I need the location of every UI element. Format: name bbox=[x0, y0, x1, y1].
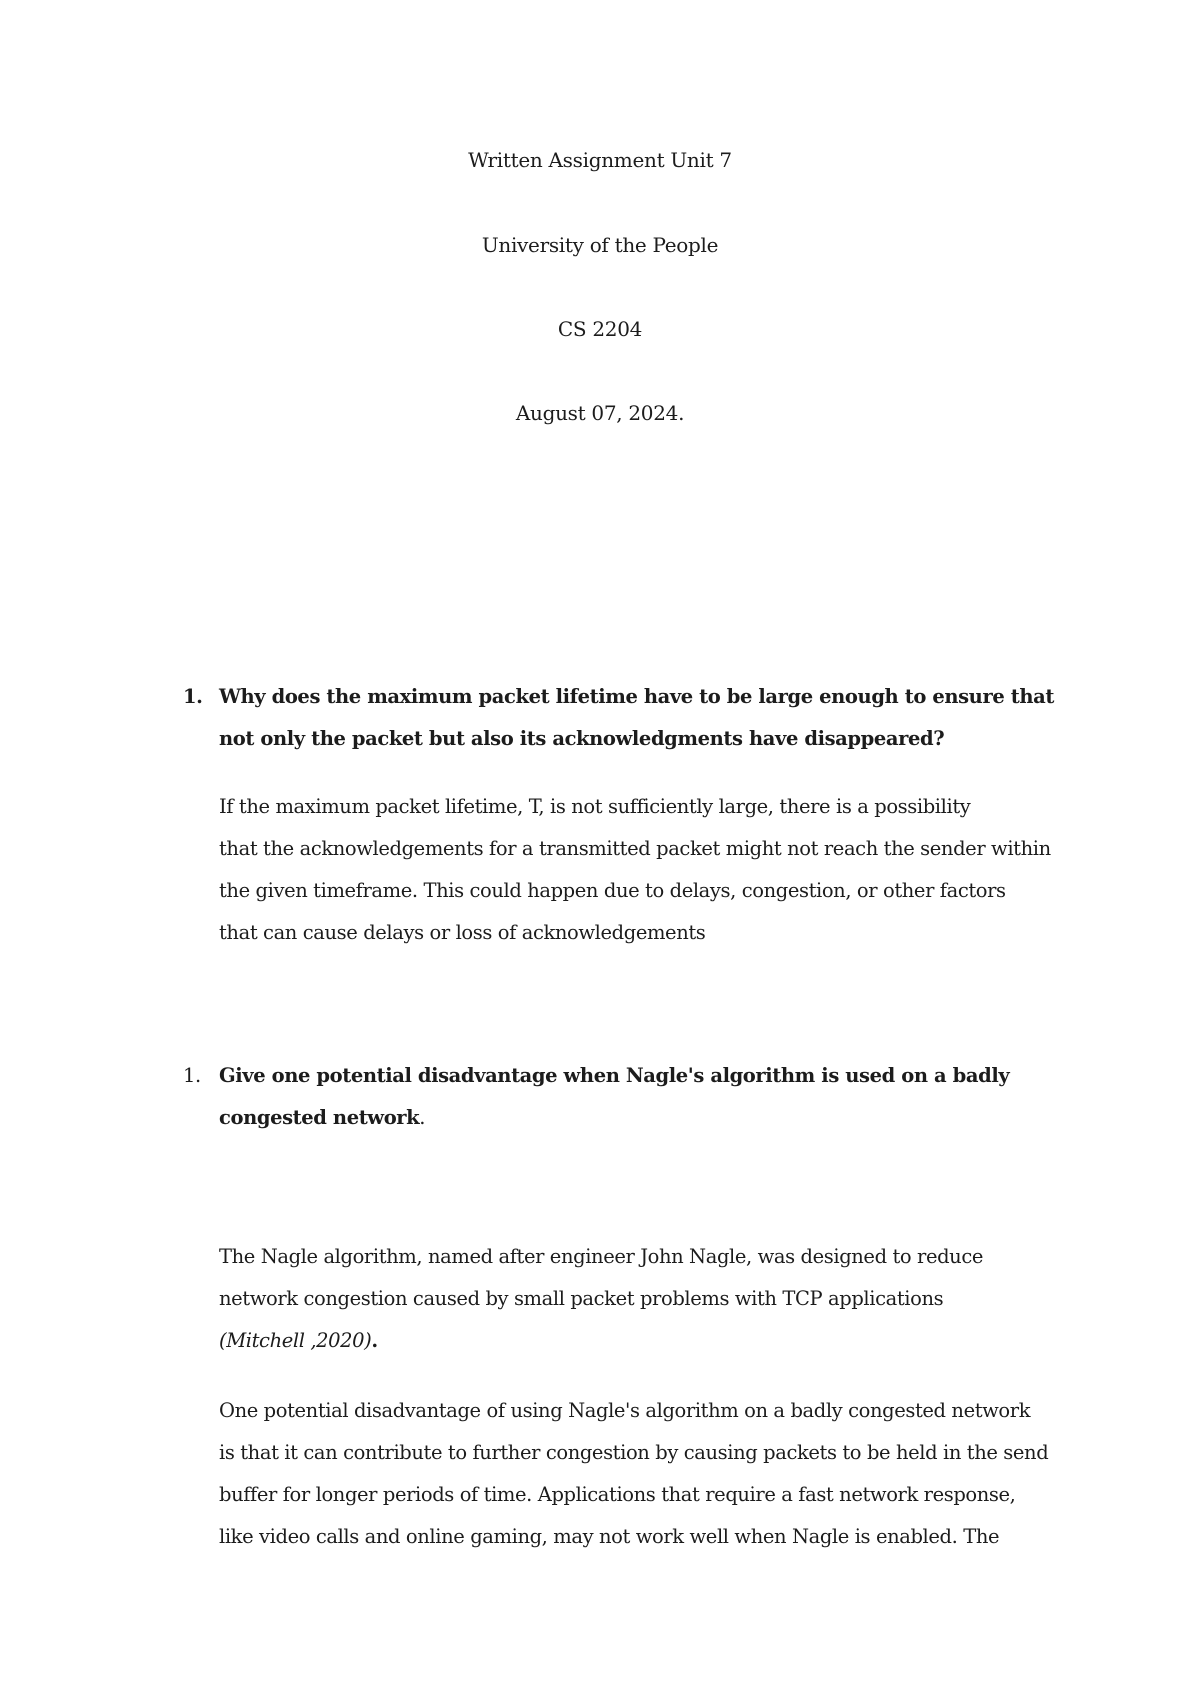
question-1-line-1: Why does the maximum packet lifetime have to be large enough to ensure that bbox=[219, 685, 1054, 708]
question-1-text bbox=[219, 676, 1063, 760]
document-date: August 07, 2024. bbox=[515, 401, 685, 425]
answer-2a-line-2: network congestion caused by small packet problems with TCP applications bbox=[219, 1287, 944, 1310]
course-code: CS 2204 bbox=[557, 317, 643, 341]
answer-1-line-3: the given timeframe. This could happen due to delays, congestion, or other factors bbox=[219, 879, 1006, 902]
question-2-number: 1. bbox=[183, 1064, 201, 1087]
answer-2b-line-2: is that it can contribute to further congestion by causing packets to be held in the send bbox=[219, 1441, 1049, 1464]
question-2-text bbox=[219, 1055, 1063, 1139]
question-2-line-2: congested network bbox=[219, 1106, 420, 1129]
answer-2b-line-4: like video calls and online gaming, may not work well when Nagle is enabled. The bbox=[219, 1525, 1000, 1548]
citation-period: . bbox=[371, 1329, 378, 1352]
answer-1-paragraph bbox=[219, 786, 1069, 954]
answer-2a-line-1: The Nagle algorithm, named after engineer John Nagle, was designed to reduce bbox=[219, 1245, 983, 1268]
answer-2-paragraph-2 bbox=[219, 1390, 1069, 1558]
answer-1-line-2: that the acknowledgements for a transmitted packet might not reach the sender within bbox=[219, 837, 1051, 860]
question-2-line-1: Give one potential disadvantage when Nagle's algorithm is used on a badly bbox=[219, 1064, 1010, 1087]
university-name: University of the People bbox=[481, 233, 719, 257]
answer-1-line-4: that can cause delays or loss of acknowledgements bbox=[219, 921, 706, 944]
document-title: Written Assignment Unit 7 bbox=[468, 148, 732, 172]
answer-2-paragraph-1 bbox=[219, 1236, 1069, 1362]
answer-2b-line-3: buffer for longer periods of time. Applications that require a fast network response, bbox=[219, 1483, 1016, 1506]
answer-2b-line-1: One potential disadvantage of using Nagle's algorithm on a badly congested network bbox=[219, 1399, 1031, 1422]
question-1-line-2: not only the packet but also its acknowledgments have disappeared? bbox=[219, 727, 945, 750]
citation: (Mitchell ,2020) bbox=[219, 1329, 372, 1352]
question-1-number: 1. bbox=[183, 685, 203, 708]
answer-1-line-1: If the maximum packet lifetime, T, is not sufficiently large, there is a possibility bbox=[219, 795, 971, 818]
question-2-tail: . bbox=[419, 1106, 426, 1129]
